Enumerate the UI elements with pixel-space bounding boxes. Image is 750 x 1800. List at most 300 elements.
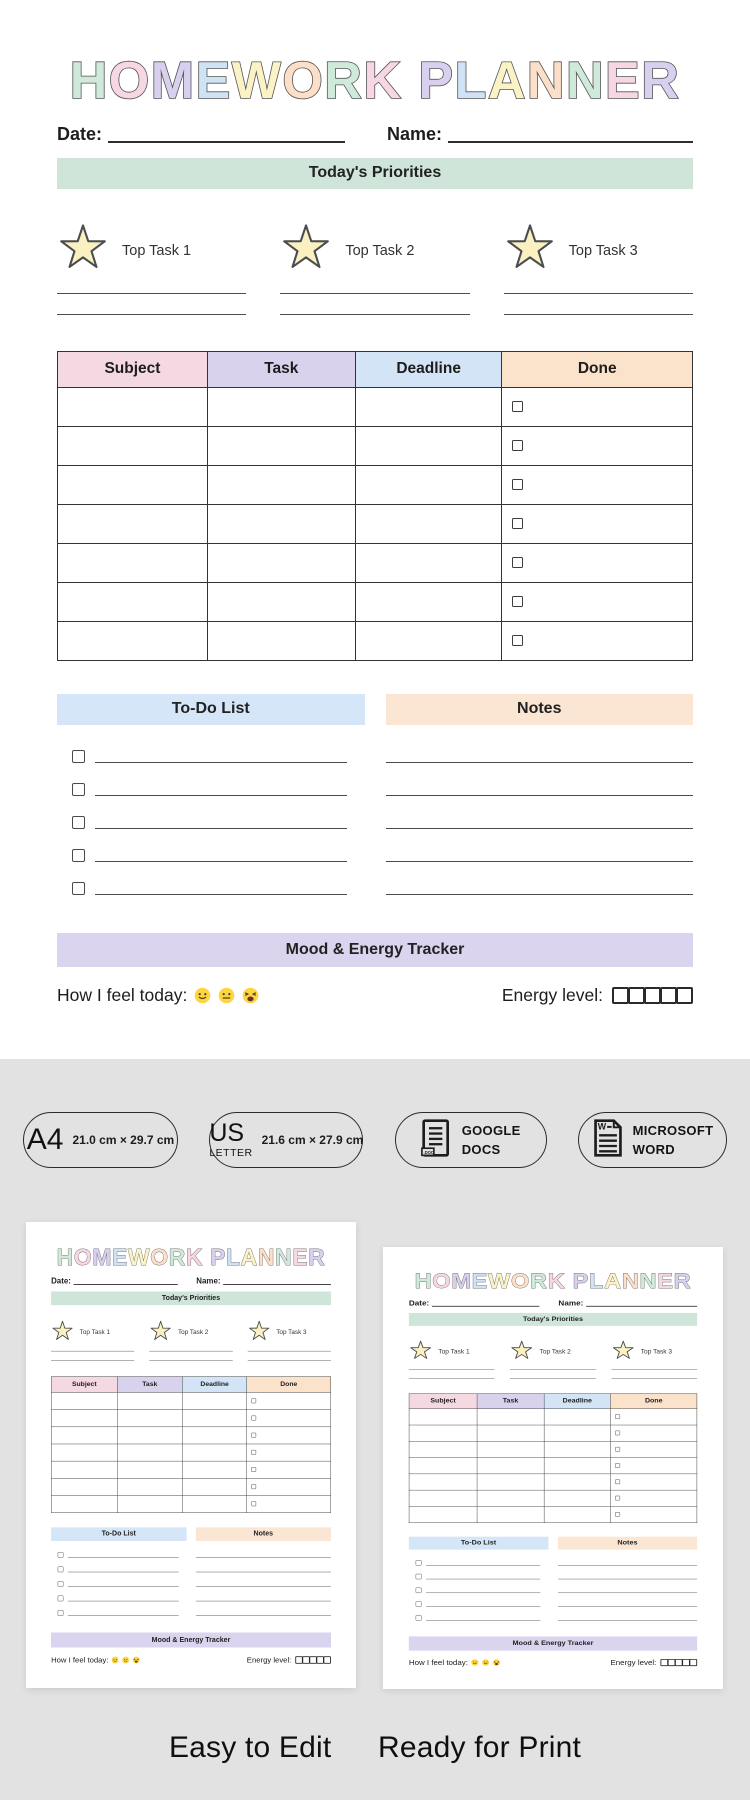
deadline-cell[interactable]: [182, 1495, 247, 1512]
energy-checkbox[interactable]: [689, 1659, 697, 1666]
star-icon: [409, 1340, 433, 1363]
top-task-label: Top Task 2: [345, 242, 415, 259]
write-line[interactable]: [386, 861, 694, 862]
todo-checkbox[interactable]: [416, 1615, 422, 1620]
note-row: [386, 862, 694, 895]
mood-heading: Mood & Energy Tracker: [51, 1632, 331, 1647]
table-row: [51, 1495, 330, 1512]
priority-column-1: [51, 1321, 134, 1361]
task-cell[interactable]: [207, 504, 355, 543]
column-header-done: Done: [247, 1376, 331, 1392]
priorities-heading: Today's Priorities: [409, 1313, 697, 1326]
todo-row: [409, 1565, 548, 1579]
us-letter-sublabel: LETTER: [209, 1147, 253, 1160]
done-cell[interactable]: [502, 465, 693, 504]
notes-heading: Notes: [196, 1527, 331, 1541]
planner-title: HOMEWORK PLANNER: [414, 1268, 692, 1293]
table-row: [409, 1409, 697, 1425]
todo-row: [57, 862, 365, 895]
deadline-cell[interactable]: [355, 582, 502, 621]
priority-column-2: [149, 1321, 232, 1361]
task-cell[interactable]: [477, 1474, 544, 1490]
date-label: Date:: [51, 1276, 71, 1286]
top-task-label: Top Task 1: [79, 1328, 111, 1336]
note-row: [386, 796, 694, 829]
notes-heading: Notes: [386, 694, 694, 725]
energy-checkbox[interactable]: [612, 987, 629, 1004]
priorities-row: [51, 1321, 331, 1361]
task-cell[interactable]: [207, 543, 355, 582]
deadline-cell[interactable]: [544, 1425, 610, 1441]
notes-heading: Notes: [558, 1537, 697, 1550]
subject-cell[interactable]: [409, 1474, 477, 1490]
star-icon: [248, 1320, 271, 1344]
done-checkbox[interactable]: [512, 518, 523, 529]
done-cell[interactable]: [247, 1427, 331, 1444]
done-cell[interactable]: [502, 621, 693, 660]
subject-cell[interactable]: [58, 387, 208, 426]
done-checkbox[interactable]: [615, 1431, 620, 1436]
priorities-row: [57, 225, 693, 315]
energy-label: Energy level:: [246, 1655, 292, 1665]
table-row: [409, 1474, 697, 1490]
todo-heading: To-Do List: [51, 1527, 186, 1541]
a4-dimensions: 21.0 cm × 29.7 cm: [72, 1133, 175, 1147]
google-docs-label: GOOGLE DOCS: [461, 1122, 521, 1157]
deadline-cell[interactable]: [355, 426, 502, 465]
deadline-cell[interactable]: [182, 1478, 247, 1495]
write-line[interactable]: [95, 828, 347, 829]
deadline-cell[interactable]: [544, 1409, 610, 1425]
table-row: [51, 1444, 330, 1461]
note-row: [558, 1593, 697, 1607]
todo-row: [409, 1552, 548, 1566]
task-cell[interactable]: [117, 1409, 182, 1426]
todo-row: [51, 1558, 186, 1573]
preview-a4-thumbnail: [26, 1222, 356, 1688]
write-line[interactable]: [504, 314, 693, 315]
write-line[interactable]: [280, 293, 469, 294]
note-row: [386, 763, 694, 796]
note-row: [196, 1587, 331, 1602]
done-cell[interactable]: [611, 1441, 697, 1457]
subject-cell[interactable]: [51, 1444, 117, 1461]
slightly-smiling-face-icon[interactable]: [471, 1659, 479, 1666]
energy-checkbox[interactable]: [676, 987, 693, 1004]
done-cell[interactable]: [611, 1425, 697, 1441]
done-cell[interactable]: [502, 426, 693, 465]
deadline-cell[interactable]: [182, 1427, 247, 1444]
deadline-cell[interactable]: [544, 1490, 610, 1506]
write-line[interactable]: [95, 861, 347, 862]
write-line[interactable]: [95, 894, 347, 895]
done-cell[interactable]: [611, 1457, 697, 1473]
energy-label: Energy level:: [610, 1657, 657, 1667]
deadline-cell[interactable]: [182, 1461, 247, 1478]
priority-column-2: [280, 225, 469, 315]
planner-title: HOMEWORK PLANNER: [69, 52, 681, 110]
done-checkbox[interactable]: [615, 1414, 620, 1419]
done-cell[interactable]: [247, 1409, 331, 1426]
done-cell[interactable]: [611, 1474, 697, 1490]
date-input-line[interactable]: [432, 1299, 539, 1306]
date-label: Date:: [57, 123, 103, 144]
todo-checkbox[interactable]: [58, 1581, 64, 1587]
a4-label: A4: [26, 1123, 64, 1156]
done-checkbox[interactable]: [251, 1416, 256, 1421]
todo-checkbox[interactable]: [58, 1566, 64, 1572]
deadline-cell[interactable]: [544, 1441, 610, 1457]
subject-cell[interactable]: [51, 1495, 117, 1512]
write-line[interactable]: [386, 762, 694, 763]
table-row: [51, 1427, 330, 1444]
svg-text:.DOC: .DOC: [423, 1149, 434, 1155]
star-icon: [280, 223, 332, 278]
table-row: [51, 1461, 330, 1478]
done-cell[interactable]: [502, 387, 693, 426]
done-cell[interactable]: [247, 1444, 331, 1461]
subject-cell[interactable]: [58, 543, 208, 582]
homework-table: [51, 1376, 331, 1512]
feel-label: How I feel today:: [408, 1657, 468, 1667]
task-cell[interactable]: [477, 1441, 544, 1457]
table-row: [58, 582, 693, 621]
done-checkbox[interactable]: [251, 1398, 256, 1403]
table-row: [58, 465, 693, 504]
deadline-cell[interactable]: [544, 1457, 610, 1473]
slightly-smiling-face-icon[interactable]: [112, 1656, 119, 1663]
priority-column-3: [248, 1321, 331, 1361]
table-row: [58, 426, 693, 465]
weary-face-icon[interactable]: [493, 1659, 501, 1666]
priority-column-1: [57, 225, 246, 315]
homework-table: [57, 351, 693, 661]
done-checkbox[interactable]: [512, 596, 523, 607]
write-line[interactable]: [386, 828, 694, 829]
star-icon: [504, 223, 556, 278]
done-checkbox[interactable]: [251, 1484, 256, 1489]
priorities-heading: Today's Priorities: [51, 1291, 331, 1305]
done-cell[interactable]: [247, 1461, 331, 1478]
todo-row: [51, 1543, 186, 1558]
table-header-row: [409, 1394, 697, 1409]
note-row: [196, 1558, 331, 1573]
column-header-task: Task: [207, 351, 355, 387]
subject-cell[interactable]: [51, 1461, 117, 1478]
todo-checkbox[interactable]: [416, 1601, 422, 1606]
write-line[interactable]: [280, 314, 469, 315]
done-checkbox[interactable]: [615, 1496, 620, 1501]
subject-cell[interactable]: [409, 1457, 477, 1473]
table-row: [58, 387, 693, 426]
column-header-task: Task: [117, 1376, 182, 1392]
column-header-deadline: Deadline: [544, 1394, 610, 1409]
priority-column-2: [510, 1341, 596, 1379]
done-cell[interactable]: [611, 1409, 697, 1425]
table-row: [409, 1425, 697, 1441]
task-cell[interactable]: [477, 1457, 544, 1473]
todo-row: [409, 1607, 548, 1621]
table-header-row: [51, 1376, 330, 1392]
energy-checkbox[interactable]: [628, 987, 645, 1004]
top-task-label: Top Task 2: [539, 1348, 571, 1355]
done-checkbox[interactable]: [251, 1467, 256, 1472]
todo-row: [51, 1601, 186, 1616]
date-name-row: [51, 1277, 331, 1285]
subject-cell[interactable]: [409, 1425, 477, 1441]
column-header-subject: Subject: [409, 1394, 477, 1409]
task-cell[interactable]: [207, 582, 355, 621]
done-checkbox[interactable]: [615, 1463, 620, 1468]
subject-cell[interactable]: [51, 1392, 117, 1409]
done-checkbox[interactable]: [251, 1501, 256, 1506]
todo-checkbox[interactable]: [58, 1595, 64, 1601]
subject-cell[interactable]: [58, 426, 208, 465]
deadline-cell[interactable]: [182, 1409, 247, 1426]
subject-cell[interactable]: [51, 1427, 117, 1444]
done-cell[interactable]: [247, 1478, 331, 1495]
task-cell[interactable]: [207, 465, 355, 504]
subject-cell[interactable]: [51, 1478, 117, 1495]
write-line[interactable]: [57, 314, 246, 315]
top-task-label: Top Task 2: [177, 1328, 209, 1336]
footer-claims: [0, 1731, 750, 1765]
write-line[interactable]: [386, 894, 694, 895]
star-icon: [149, 1320, 172, 1344]
column-header-subject: Subject: [51, 1376, 117, 1392]
priority-column-3: [611, 1341, 697, 1379]
date-label: Date:: [408, 1298, 430, 1307]
deadline-cell[interactable]: [182, 1444, 247, 1461]
task-cell[interactable]: [117, 1461, 182, 1478]
weary-face-icon[interactable]: [242, 987, 259, 1004]
task-cell[interactable]: [477, 1409, 544, 1425]
done-cell[interactable]: [611, 1490, 697, 1506]
write-line[interactable]: [386, 795, 694, 796]
planner-page: [383, 1247, 723, 1689]
name-input-line[interactable]: [586, 1299, 697, 1306]
task-cell[interactable]: [117, 1427, 182, 1444]
notes-section: [386, 694, 694, 895]
subject-cell[interactable]: [409, 1506, 477, 1522]
us-letter-label: US: [209, 1119, 245, 1148]
ready-for-print-text: Ready for Print: [377, 1731, 582, 1764]
todo-checkbox[interactable]: [72, 783, 85, 796]
energy-label: Energy level:: [501, 984, 603, 1005]
name-label: Name:: [387, 123, 443, 144]
subject-cell[interactable]: [58, 582, 208, 621]
done-cell[interactable]: [247, 1495, 331, 1512]
write-line[interactable]: [95, 762, 347, 763]
top-task-label: Top Task 1: [438, 1348, 470, 1355]
energy-checkbox[interactable]: [644, 987, 661, 1004]
subject-cell[interactable]: [409, 1409, 477, 1425]
star-icon: [611, 1340, 635, 1363]
subject-cell[interactable]: [58, 621, 208, 660]
subject-cell[interactable]: [58, 465, 208, 504]
todo-row: [57, 763, 365, 796]
todo-checkbox[interactable]: [58, 1610, 64, 1616]
note-row: [558, 1607, 697, 1621]
doc-icon: [421, 1118, 453, 1163]
table-row: [409, 1490, 697, 1506]
note-row: [558, 1552, 697, 1566]
done-checkbox[interactable]: [512, 557, 523, 568]
todo-row: [409, 1579, 548, 1593]
deadline-cell[interactable]: [544, 1474, 610, 1490]
done-checkbox[interactable]: [251, 1433, 256, 1438]
mood-heading: Mood & Energy Tracker: [57, 933, 693, 967]
mood-heading: Mood & Energy Tracker: [409, 1636, 697, 1650]
slightly-smiling-face-icon[interactable]: [194, 987, 211, 1004]
table-row: [51, 1392, 330, 1409]
deadline-cell[interactable]: [355, 504, 502, 543]
task-cell[interactable]: [207, 426, 355, 465]
subject-cell[interactable]: [409, 1490, 477, 1506]
format-badge-microsoft-word: [578, 1112, 727, 1168]
star-icon: [51, 1320, 74, 1344]
name-input-line[interactable]: [448, 126, 693, 143]
todo-row: [409, 1593, 548, 1607]
write-line[interactable]: [57, 293, 246, 294]
deadline-cell[interactable]: [355, 387, 502, 426]
note-row: [558, 1579, 697, 1593]
todo-row: [51, 1572, 186, 1587]
done-checkbox[interactable]: [251, 1450, 256, 1455]
deadline-cell[interactable]: [544, 1506, 610, 1522]
done-cell[interactable]: [247, 1392, 331, 1409]
todo-checkbox[interactable]: [416, 1560, 422, 1565]
column-header-done: Done: [611, 1394, 697, 1409]
task-cell[interactable]: [477, 1425, 544, 1441]
task-cell[interactable]: [117, 1495, 182, 1512]
planner-title: HOMEWORK PLANNER: [56, 1244, 326, 1271]
top-task-label: Top Task 1: [122, 242, 192, 259]
task-cell[interactable]: [207, 621, 355, 660]
task-cell[interactable]: [117, 1478, 182, 1495]
done-cell[interactable]: [502, 504, 693, 543]
notes-section: [196, 1527, 331, 1615]
energy-checkbox[interactable]: [323, 1656, 330, 1663]
column-header-task: Task: [477, 1394, 544, 1409]
done-cell[interactable]: [611, 1506, 697, 1522]
column-header-deadline: Deadline: [355, 351, 502, 387]
deadline-cell[interactable]: [355, 543, 502, 582]
us-letter-dimensions: 21.6 cm × 27.9 cm: [261, 1133, 364, 1147]
star-icon: [510, 1340, 534, 1363]
energy-checkbox[interactable]: [660, 987, 677, 1004]
todo-notes-row: [409, 1537, 697, 1621]
subject-cell[interactable]: [409, 1441, 477, 1457]
format-badge-google-docs: [395, 1112, 547, 1168]
done-checkbox[interactable]: [615, 1512, 620, 1517]
name-input-line[interactable]: [223, 1277, 331, 1284]
format-badges-row: [23, 1112, 727, 1168]
task-cell[interactable]: [477, 1490, 544, 1506]
todo-checkbox[interactable]: [72, 816, 85, 829]
subject-cell[interactable]: [51, 1409, 117, 1426]
mood-energy-row: [409, 1658, 697, 1667]
word-doc-icon: [592, 1118, 624, 1163]
done-checkbox[interactable]: [615, 1479, 620, 1484]
done-checkbox[interactable]: [512, 635, 523, 646]
table-row: [409, 1506, 697, 1522]
table-row: [409, 1441, 697, 1457]
note-row: [386, 829, 694, 862]
promo-section: [0, 1059, 750, 1800]
task-cell[interactable]: [117, 1392, 182, 1409]
note-row: [196, 1601, 331, 1616]
svg-text:W: W: [597, 1121, 606, 1132]
mood-energy-row: [51, 1655, 331, 1664]
table-row: [58, 543, 693, 582]
column-header-done: Done: [502, 351, 693, 387]
done-checkbox[interactable]: [512, 479, 523, 490]
done-checkbox[interactable]: [615, 1447, 620, 1452]
todo-checkbox[interactable]: [416, 1587, 422, 1592]
priorities-heading: Today's Priorities: [57, 158, 693, 189]
write-line[interactable]: [95, 795, 347, 796]
todo-checkbox[interactable]: [72, 750, 85, 763]
top-task-label: Top Task 3: [568, 242, 638, 259]
deadline-cell[interactable]: [355, 621, 502, 660]
deadline-cell[interactable]: [182, 1392, 247, 1409]
todo-row: [51, 1587, 186, 1602]
format-badge-us-letter: [209, 1112, 363, 1168]
write-line[interactable]: [504, 293, 693, 294]
todo-section: [57, 694, 365, 895]
column-header-deadline: Deadline: [182, 1376, 247, 1392]
feel-label: How I feel today:: [57, 984, 188, 1005]
todo-notes-row: [51, 1527, 331, 1615]
neutral-face-icon[interactable]: [482, 1659, 490, 1666]
table-row: [58, 621, 693, 660]
homework-table: [409, 1393, 697, 1522]
done-cell[interactable]: [502, 582, 693, 621]
task-cell[interactable]: [207, 387, 355, 426]
subject-cell[interactable]: [58, 504, 208, 543]
task-cell[interactable]: [117, 1444, 182, 1461]
done-cell[interactable]: [502, 543, 693, 582]
priority-column-3: [504, 225, 693, 315]
planner-page: [26, 1222, 356, 1688]
todo-heading: To-Do List: [57, 694, 365, 725]
date-input-line[interactable]: [74, 1277, 178, 1284]
note-row: [386, 730, 694, 763]
todo-checkbox[interactable]: [72, 882, 85, 895]
table-row: [58, 504, 693, 543]
done-checkbox[interactable]: [512, 440, 523, 451]
neutral-face-icon[interactable]: [122, 1656, 129, 1663]
weary-face-icon[interactable]: [133, 1656, 140, 1663]
date-input-line[interactable]: [108, 126, 345, 143]
todo-row: [57, 796, 365, 829]
todo-checkbox[interactable]: [416, 1574, 422, 1579]
date-name-row: [57, 125, 693, 143]
task-cell[interactable]: [477, 1506, 544, 1522]
done-checkbox[interactable]: [512, 401, 523, 412]
note-row: [196, 1543, 331, 1558]
todo-row: [57, 829, 365, 862]
neutral-face-icon[interactable]: [218, 987, 235, 1004]
top-task-label: Top Task 3: [276, 1328, 307, 1336]
todo-checkbox[interactable]: [58, 1552, 64, 1558]
deadline-cell[interactable]: [355, 465, 502, 504]
easy-to-edit-text: Easy to Edit: [168, 1731, 332, 1764]
name-label: Name:: [196, 1276, 221, 1286]
format-badge-a4: [23, 1112, 178, 1168]
todo-checkbox[interactable]: [72, 849, 85, 862]
